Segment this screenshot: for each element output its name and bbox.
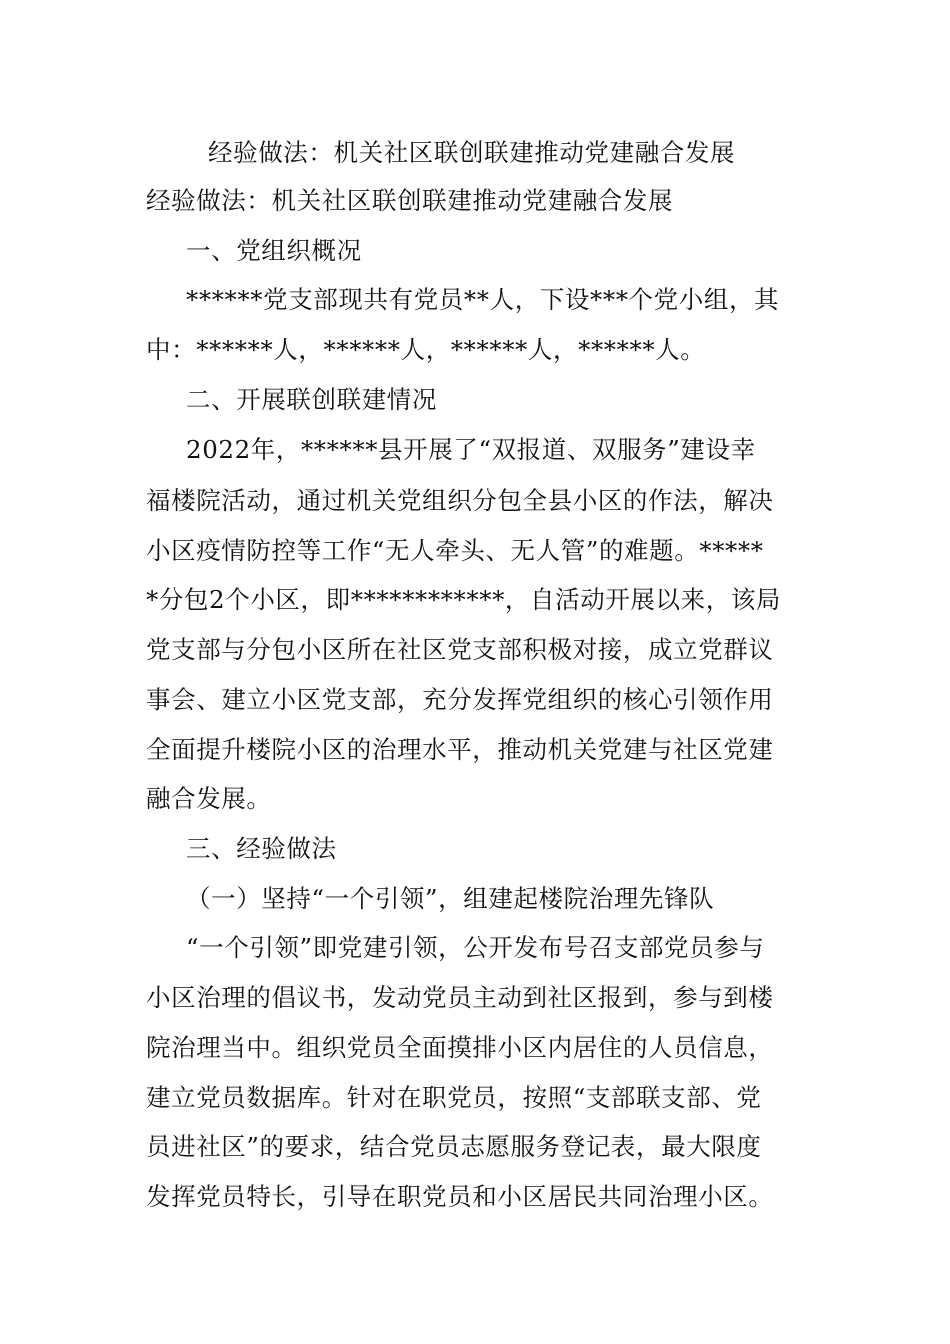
paragraph-line: ******党支部现共有党员**人，下设***个党小组，其 (186, 285, 780, 314)
paragraph-line: 福楼院活动，通过机关党组织分包全县小区的作法，解决 (146, 486, 774, 515)
section-1-heading: 一、党组织概况 (186, 236, 362, 265)
section-3-subheading: （一）坚持“一个引领”，组建起楼院治理先锋队 (186, 884, 715, 913)
paragraph-line: 建立党员数据库。针对在职党员，按照“支部联支部、党 (146, 1083, 762, 1112)
paragraph-line: 中：******人，******人，******人，******人。 (146, 335, 706, 364)
paragraph-line: 发挥党员特长，引导在职党员和小区居民共同治理小区。 (146, 1182, 774, 1211)
paragraph-line: 小区治理的倡议书，发动党员主动到社区报到，参与到楼 (146, 983, 774, 1012)
paragraph-line: 小区疫情防控等工作“无人牵头、无人管”的难题。***** (146, 536, 764, 565)
paragraph-line: 全面提升楼院小区的治理水平，推动机关党建与社区党建 (146, 735, 774, 764)
document-subtitle: 经验做法：机关社区联创联建推动党建融合发展 (146, 186, 674, 215)
paragraph-line: “一个引领”即党建引领，公开发布号召支部党员参与 (186, 933, 765, 962)
paragraph-line: 2022年，******县开展了“双报道、双服务”建设幸 (186, 435, 756, 464)
section-2-heading: 二、开展联创联建情况 (186, 385, 437, 414)
document-title: 经验做法：机关社区联创联建推动党建融合发展 (208, 138, 736, 167)
paragraph-line: 党支部与分包小区所在社区党支部积极对接，成立党群议 (146, 635, 774, 664)
paragraph-line: 员进社区”的要求，结合党员志愿服务登记表，最大限度 (146, 1132, 762, 1161)
paragraph-line: 事会、建立小区党支部，充分发挥党组织的核心引领作用 (146, 685, 774, 714)
paragraph-line: 院治理当中。组织党员全面摸排小区内居住的人员信息， (146, 1033, 774, 1062)
section-3-heading: 三、经验做法 (186, 834, 337, 863)
paragraph-line: *分包2个小区，即************，自活动开展以来，该局 (146, 585, 782, 614)
paragraph-line: 融合发展。 (146, 784, 272, 813)
